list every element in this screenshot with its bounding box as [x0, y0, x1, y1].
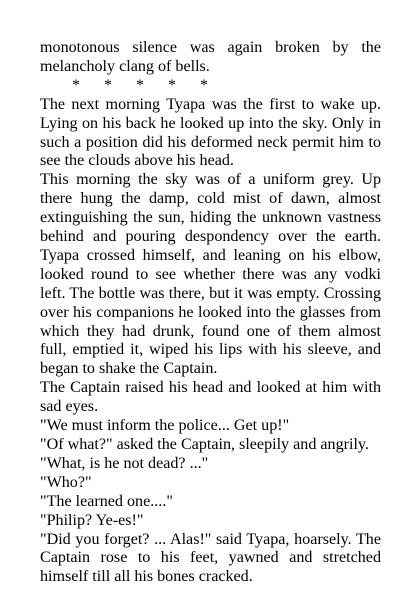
paragraph: "Did you forget? ... Alas!" said Tyapa, hoarsely. The Captain rose to his feet, yawned and stretched himself till all his bones cracked. — [40, 530, 381, 586]
paragraph: This morning the sky was of a uniform grey. Up there hung the damp, cold mist of dawn, almost extinguishing the sun, hiding the unknown vastness behind and pouring despondency over the earth. Tyapa crossed himself, and leaning on his elbow, looked round to see whether there was any vodki left. The bottle was there, but it was empty. Crossing over his companions he looked into the glasses from which they had drunk, found one of them almost full, emptied it, wiped his lips with his sleeve, and began to shake the Captain. — [40, 171, 381, 378]
dialogue-line: "Who?" — [40, 473, 92, 491]
dialogue-line: "Of what?" asked the Captain, sleepily and angrily. — [40, 436, 369, 454]
paragraph: The Captain raised his head and looked at him with sad eyes. — [40, 379, 381, 416]
paragraph: monotonous silence was again broken by the melancholy clang of bells. — [40, 39, 381, 75]
dialogue-line: "The learned one...." — [40, 492, 173, 510]
dialogue-line: "What, is he not dead? ..." — [40, 454, 209, 472]
paragraph: The next morning Tyapa was the first to wake up. Lying on his back he looked up into the sky. Only in such a position did his deformed neck permit him to see the clouds above his head. — [40, 95, 381, 170]
dialogue-line: "We must inform the police... Get up!" — [40, 417, 290, 435]
body-text — [40, 39, 381, 587]
dialogue-line: "Philip? Ye-es!" — [40, 511, 144, 529]
section-separator: * * * * * — [40, 76, 208, 94]
